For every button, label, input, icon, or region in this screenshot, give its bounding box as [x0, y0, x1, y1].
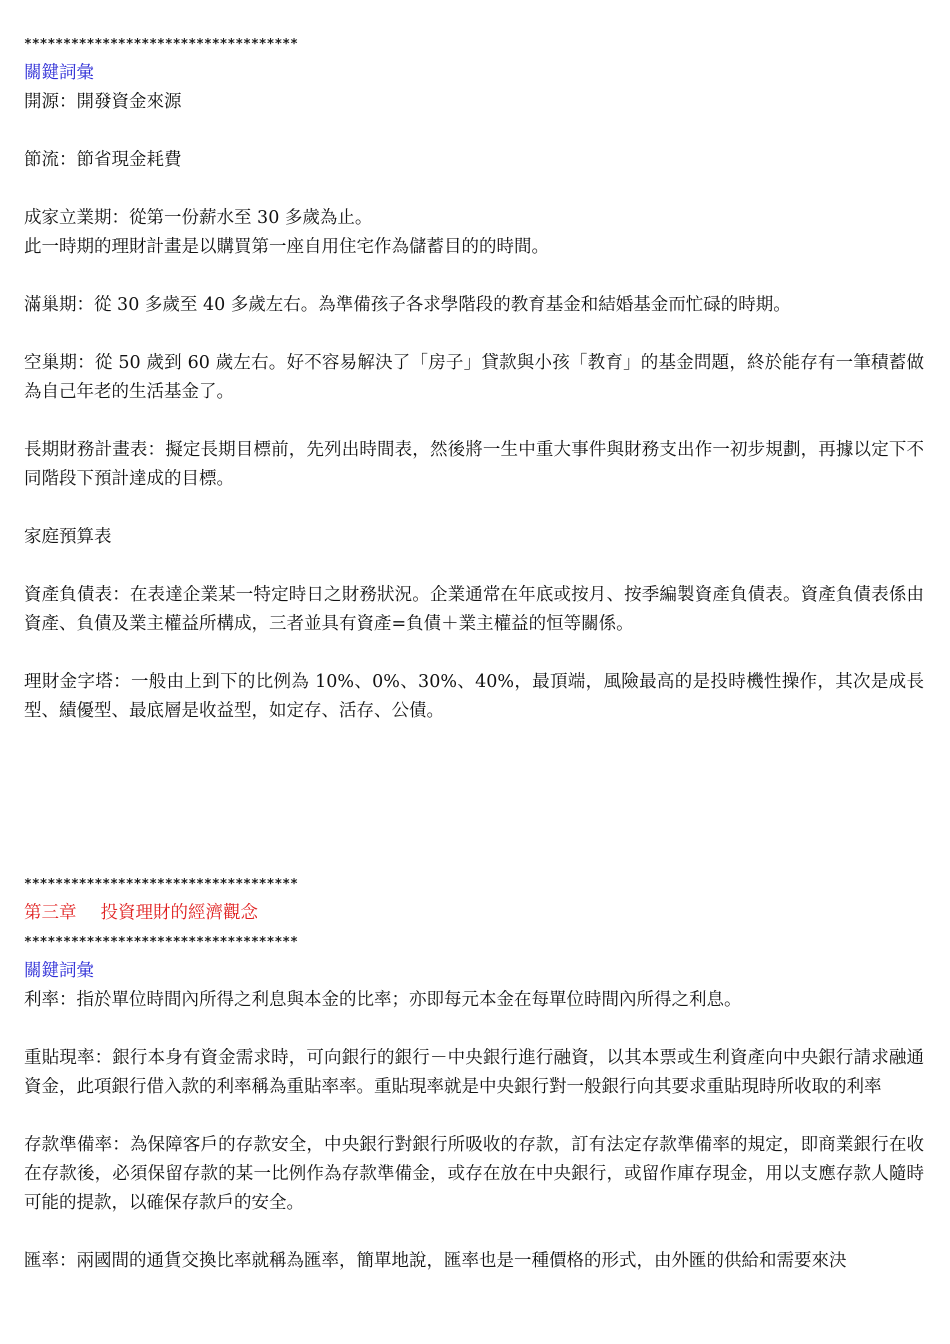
entry-rediscount-rate: 重貼現率：銀行本身有資金需求時，可向銀行的銀行－中央銀行進行融資，以其本票或生利資產向中央銀行請求融通資金，此項銀行借入款的利率稱為重貼率率。重貼現率就是中央銀行對一般銀行向其要求重貼現時所收取的利率: [24, 1048, 924, 1097]
entry-reserve-ratio: 存款準備率：為保障客戶的存款安全，中央銀行對銀行所吸收的存款，訂有法定存款準備率的規定，即商業銀行在收在存款後，必須保留存款的某一比例作為存款準備金，或存在放在中央銀行，或留作庫存現金，用以支應存款人隨時可能的提款，以確保存款戶的安全。: [24, 1135, 924, 1213]
separator-line: ***********************************: [24, 37, 298, 52]
entry-early-career-detail: 此一時期的理財計畫是以購買第一座自用住宅作為儲蓄目的的時間。: [24, 237, 549, 257]
entry-kaiyuan: 開源：開發資金來源: [24, 92, 182, 112]
entry-jieliu: 節流：節省現金耗費: [24, 150, 182, 170]
entry-early-career: 成家立業期：從第一份薪水至 30 多歲為止。: [24, 208, 373, 228]
keyword-heading: 關鍵詞彙: [24, 961, 94, 981]
entry-pyramid: 理財金字塔：一般由上到下的比例為 10%、0%、30%、40%，最頂端，風險最高的是投時機性操作，其次是成長型、績優型、最底層是收益型，如定存、活存、公債。: [24, 672, 924, 721]
entry-empty-nest: 空巢期：從 50 歲到 60 歲左右。好不容易解決了「房子」貸款與小孩「教育」的基金問題，終於能存有一筆積蓄做為自己年老的生活基金了。: [24, 353, 924, 402]
separator-line: ***********************************: [24, 877, 298, 892]
entry-long-term-plan: 長期財務計畫表：擬定長期目標前，先列出時間表，然後將一生中重大事件與財務支出作一初步規劃，再據以定下不同階段下預計達成的目標。: [24, 440, 924, 489]
chapter-number: 第三章: [24, 903, 77, 923]
entry-exchange-rate: 匯率：兩國間的通貨交換比率就稱為匯率，簡單地說，匯率也是一種價格的形式，由外匯的供給和需要來決: [24, 1251, 847, 1271]
chapter-title: [24, 899, 924, 928]
document-page: [24, 30, 924, 1276]
chapter-name: 投資理財的經濟觀念: [100, 903, 258, 923]
entry-family-budget: 家庭預算表: [24, 527, 112, 547]
entry-balance-sheet: 資產負債表：在表達企業某一特定時日之財務狀況。企業通常在年底或按月、按季編製資產負債表。資產負債表係由資產、負債及業主權益所構成，三者並具有資產=負債＋業主權益的恒等關係。: [24, 585, 924, 634]
separator-line: ***********************************: [24, 935, 298, 950]
entry-full-nest: 滿巢期：從 30 多歲至 40 多歲左右。為準備孩子各求學階段的教育基金和結婚基金而忙碌的時期。: [24, 295, 791, 315]
keyword-heading: 關鍵詞彙: [24, 63, 94, 83]
entry-interest-rate: 利率：指於單位時間內所得之利息與本金的比率；亦即每元本金在每單位時間內所得之利息。: [24, 990, 742, 1010]
